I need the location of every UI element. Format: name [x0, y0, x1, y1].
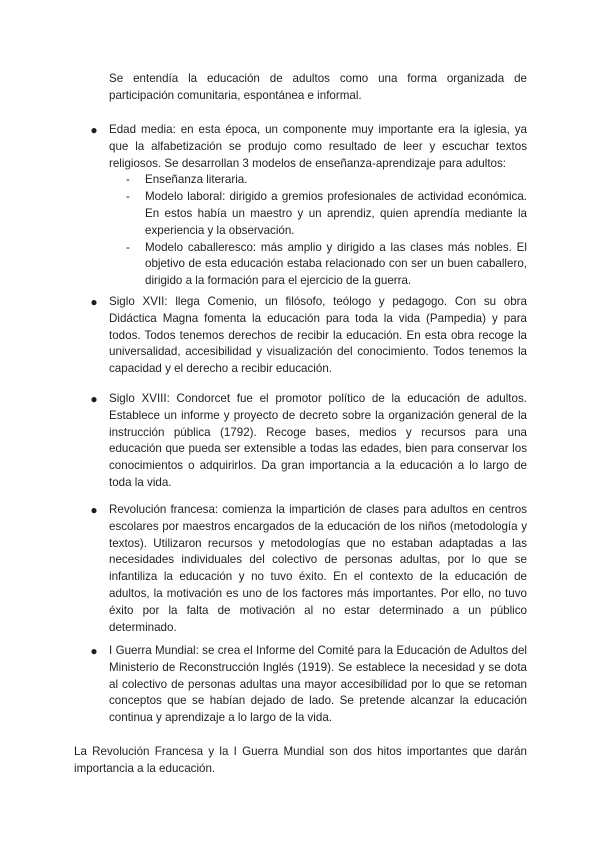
closing-paragraph: La Revolución Francesa y la I Guerra Mundial son dos hitos importantes que darán importancia a la educación. — [74, 745, 527, 775]
dash-icon: - — [126, 190, 130, 204]
dash-icon: - — [126, 240, 130, 254]
bullet-icon: ● — [90, 392, 98, 406]
bullet-text: Siglo XVIII: Condorcet fue el promotor político de la educación de adultos. Establece un informe y proyecto de decreto sobre la organización general de la instrucción pública (1792). Recoge bases, medios y recursos para una educación que pueda ser extensible a todas las edades, bien para conservar los conocimientos o adquirirlos. Da gran importancia a la educación a lo largo de toda la vida. — [109, 392, 527, 489]
bullet-text: Edad media: en esta época, un componente muy importante era la iglesia, ya que la alfabetización se produjo como resultado de leer y escuchar textos religiosos. Se desarrollan 3 modelos de enseñanza-aprendizaje para adultos: — [109, 123, 527, 170]
sub-list — [109, 172, 527, 290]
bullet-text: Revolución francesa: comienza la impartición de clases para adultos en centros escolares por maestros encargados de la educación de los niños (metodología y textos). Utilizaron recursos y metodologías que no estaban adaptadas a las necesidades individuales del colectivo de personas adultas, por lo que se infantiliza la educación y no tuvo éxito. En el contexto de la educación de adultos, la motivación es uno de los factores más importantes. Por ello, no tuvo éxito por la falta de motivación al no estar determinado a un público determinado. — [109, 503, 527, 634]
sub-item — [109, 240, 527, 290]
intro-paragraph: Se entendía la educación de adultos como una forma organizada de participación comunitaria, espontánea e informal. — [109, 72, 527, 102]
dash-icon: - — [126, 173, 130, 187]
sub-item-text: Enseñanza literaria. — [145, 173, 248, 187]
bullet-item-guerra-mundial — [90, 643, 527, 727]
sub-item — [109, 172, 527, 189]
sub-item-text: Modelo laboral: dirigido a gremios profesionales de actividad económica. En estos había un maestro y un aprendiz, quien aprendía mediante la experiencia y la observación. — [145, 190, 527, 237]
bullet-item-siglo-xviii — [90, 391, 527, 492]
bullet-icon: ● — [90, 295, 98, 309]
bullet-text: Siglo XVII: llega Comenio, un filósofo, teólogo y pedagogo. Con su obra Didáctica Magna fomenta la educación para toda la vida (Pampedia) y para todos. Todos tenemos derechos de recibir la educación. En esta obra recoge la universalidad, accesibilidad y visualización del conocimiento. Todos tenemos la capacidad y el derecho a recibir educación. — [109, 295, 527, 376]
bullet-icon: ● — [90, 123, 98, 137]
sub-item-text: Modelo caballeresco: más amplio y dirigido a las clases más nobles. El objetivo de esta educación estaba relacionado con ser un buen caballero, dirigido a la formación para el ejercicio de la guerra. — [145, 240, 527, 288]
bullet-icon: ● — [90, 503, 98, 517]
bullet-item-siglo-xvii — [90, 294, 527, 378]
bullet-icon: ● — [90, 644, 98, 658]
bullet-item-edad-media — [90, 122, 527, 290]
bullet-text: I Guerra Mundial: se crea el Informe del Comité para la Educación de Adultos del Ministerio de Reconstrucción Inglés (1919). Se establece la necesidad y se dota al colectivo de personas adultas una mayor accesibilidad por lo que se retoman conceptos que se habían dejado de lado. Se pretende alcanzar la educación continua y aprendizaje a lo largo de la vida. — [109, 644, 527, 725]
bullet-item-revolucion-francesa — [90, 502, 527, 636]
sub-item — [109, 189, 527, 239]
